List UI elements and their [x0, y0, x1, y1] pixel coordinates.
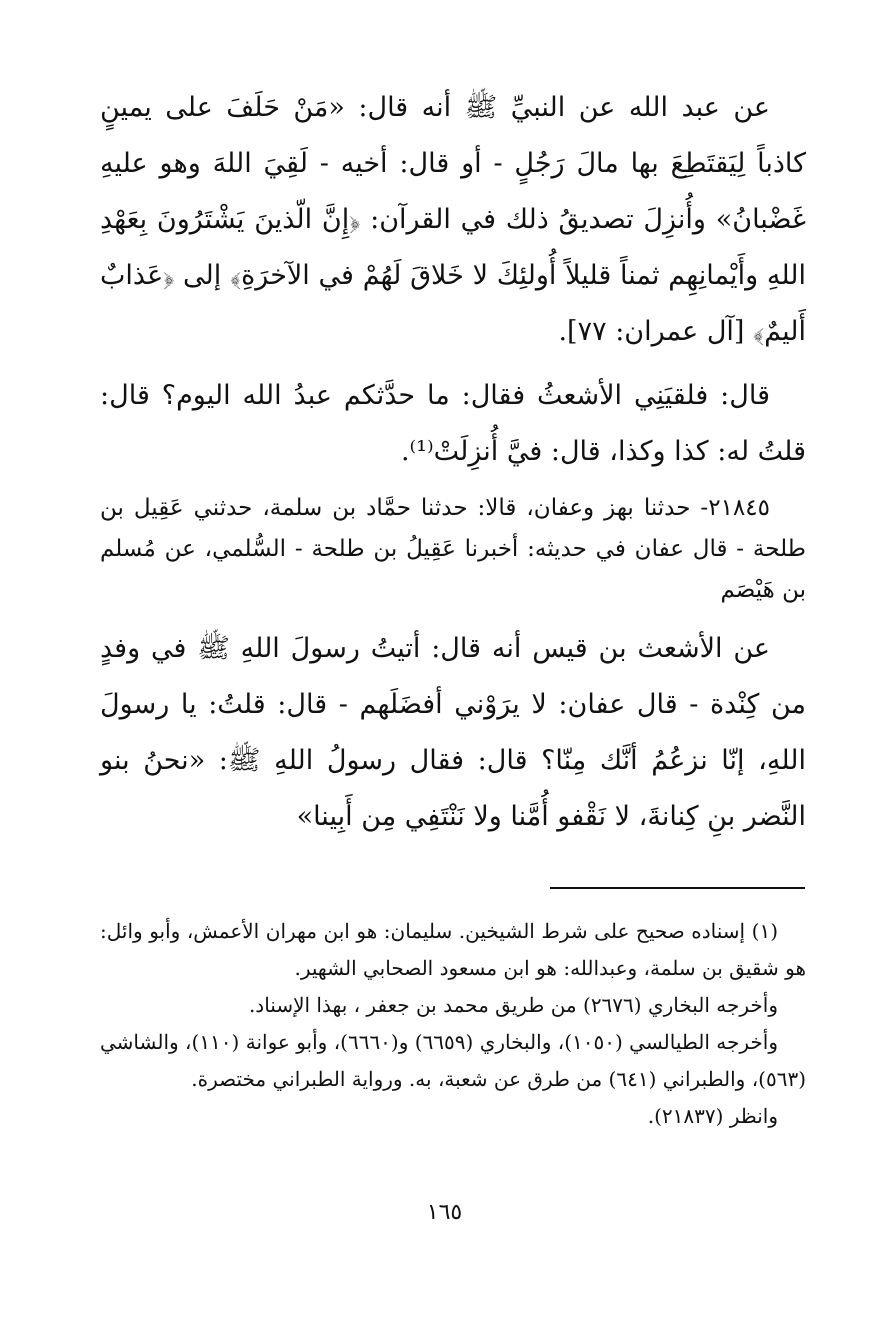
- footnote-line-3: وأخرجه الطيالسي (١٠٥٠)، والبخاري (٦٦٥٩) و(٦٦٦٠)، وأبو عوانة (١١٠)، والشاشي (٥٦٣)، والطبراني (٦٤١) من طرق عن شعبة، به. ورواية الطبراني مختصرة.: [100, 1030, 806, 1091]
- main-text: [100, 80, 806, 853]
- hadith-paragraph-2: قال: فلقيَنِي الأشعثُ فقال: ما حدَّثكم عبدُ الله اليوم؟ قال: قلتُ له: كذا وكذا، قال: فيَّ أُنزِلَتْ⁽¹⁾.: [100, 380, 806, 467]
- footnote-1: (١) إسناده صحيح على شرط الشيخين. سليمان: هو ابن مهران الأعمش، وأبو وائل: هو شقيق بن سلمة، وعبدالله: هو ابن مسعود الصحابي الشهير.: [100, 919, 806, 980]
- footnotes: [100, 913, 806, 1135]
- hadith-isnad: ٢١٨٤٥- حدثنا بهز وعفان، قالا: حدثنا حمَّاد بن سلمة، حدثني عَقِيل بن طلحة - قال عفان في حديثه: أخبرنا عَقِيلُ بن طلحة - السُّلمي، عن مُسلم بن هَيْصَم: [100, 495, 806, 603]
- page-number: ١٦٥: [426, 1200, 463, 1225]
- hadith-text: عن الأشعث بن قيس أنه قال: أتيتُ رسولَ اللهِ ﷺ في وفدٍ من كِنْدة - قال عفان: لا يرَوْني أفضَلَهم - قال: قلتُ: يا رسولَ اللهِ، إنّا نزعُمُ أنَّك مِنّا؟ قال: فقال رسولُ اللهِ ﷺ: «نحنُ بنو النَّضر بنِ كِنانةَ، لا نَقْفو أُمَّنا ولا نَنْتَفِي مِن أَبِينا»: [100, 633, 806, 832]
- footnote-separator: [550, 887, 805, 889]
- footnote-line-2: وأخرجه البخاري (٢٦٧٦) من طريق محمد بن جعفر ، بهذا الإسناد.: [248, 993, 778, 1017]
- hadith-paragraph-1: عن عبد الله عن النبيِّ ﷺ أنه قال: «مَنْ حَلَفَ على يمينٍ كاذباً لِيَقتَطِعَ بها مالَ رَجُلٍ - أو قال: أخيه - لَقِيَ اللهَ وهو عليهِ غَضْبانُ» وأُنزِلَ تصديقُ ذلك في القرآن: ﴿إِنَّ الّذينَ يَشْتَرُونَ بِعَهْدِ اللهِ وأَيْمانِهِم ثمناً قليلاً أُولئِكَ لا خَلاقَ لَهُمْ في الآخرَةِ﴾ إلى ﴿عَذابٌ أَليمٌ﴾ [آل عمران: ٧٧].: [100, 92, 806, 347]
- footnote-line-4: وانظر (٢١٨٣٧).: [647, 1104, 778, 1128]
